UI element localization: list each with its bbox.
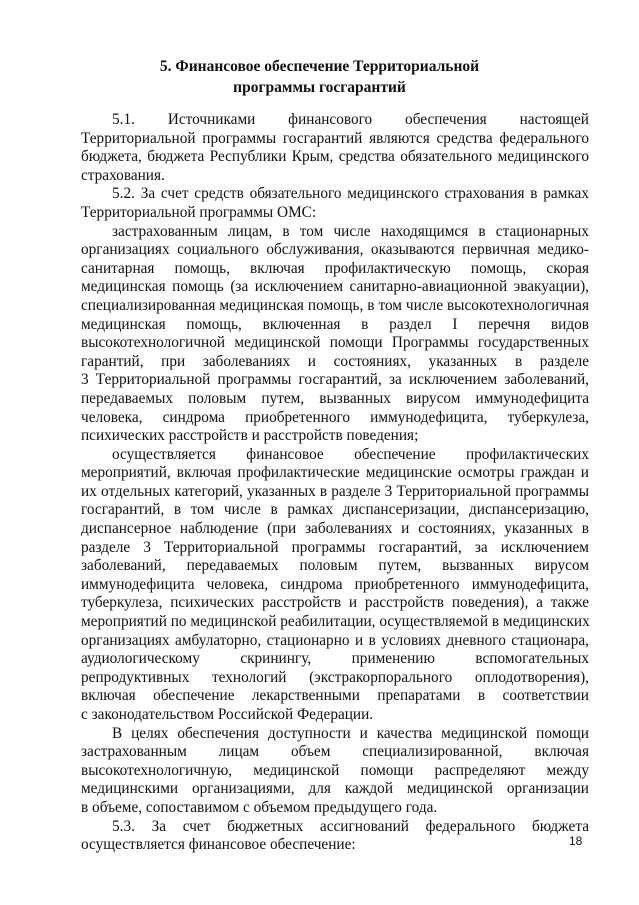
paragraph [81,817,589,855]
paragraph [81,222,589,446]
section-heading [0,56,639,98]
paragraph-line: высокотехнологичную, медицинской помощи распределяют между [81,761,589,779]
paragraph-line: страхования. [81,166,165,184]
paragraph [81,724,589,818]
paragraph-line: аудиологическому скринингу, применению вспомогательных [81,650,589,668]
paragraph-line: 5.2. За счет средств обязательного медицинского страхования в рамках [112,185,589,203]
paragraph-line: медицинская помощь, включенная в раздел I перечня видов [81,315,589,333]
paragraph-line: их отдельных категорий, указанных в разделе 3 Территориальной программы [81,482,589,500]
paragraph-line: организациях амбулаторно, стационарно и в условиях дневного стационара, [81,631,589,649]
paragraph-line: диспансерное наблюдение (при заболеваниях и состояниях, указанных в [81,520,589,538]
paragraph-line: иммунодефицита человека, синдрома приобретенного иммунодефицита, [81,575,589,593]
paragraph-line: Территориальной программы госгарантий являются средства федерального [81,129,589,147]
paragraph-line: передаваемых половым путем, вызванных вирусом иммунодефицита [81,389,589,407]
paragraph-line: заболеваний, передаваемых половым путем, вызванных вирусом [81,557,589,575]
paragraph-line: В целях обеспечения доступности и качества медицинской помощи [112,724,589,742]
paragraph-line: специализированная медицинская помощь, в том числе высокотехнологичная [81,296,589,314]
paragraph-line: осуществляется финансовое обеспечение: [81,836,356,854]
paragraph-line: госгарантий, в том числе в рамках диспансеризации, диспансеризацию, [81,501,589,519]
paragraph-line: туберкулеза, психических расстройств и расстройств поведения), а также [81,594,589,612]
paragraph-line: мероприятий, включая профилактические медицинские осмотры граждан и [81,464,589,482]
paragraph-line: разделе 3 Территориальной программы госгарантий, за исключением [81,538,589,556]
paragraph-line: психических расстройств и расстройств поведения; [81,427,419,445]
paragraph-line: застрахованным лицам, в том числе находящимся в стационарных [112,222,589,240]
paragraph-line: бюджета, бюджета Республики Крым, средства обязательного медицинского [81,148,589,166]
paragraph-line: в объеме, сопоставимом с объемом предыдущего года. [81,798,438,816]
paragraph-line: мероприятий по медицинской реабилитации, осуществляемой в медицинских [81,613,590,631]
paragraph-line: 3 Территориальной программы госгарантий, за исключением заболеваний, [81,371,589,389]
paragraph-line: 5.1. Источниками финансового обеспечения настоящей [112,111,589,128]
paragraph-line: организациях социального обслуживания, оказываются первичная медико- [81,241,589,259]
paragraph-line: Территориальной программы ОМС: [81,203,317,221]
paragraph-line: включая обеспечение лекарственными препаратами в соответствии [81,687,589,705]
paragraph-line: медицинскими организациями, для каждой медицинской организации [81,780,589,798]
section-heading-line-1: 5. Финансовое обеспечение Территориальной [159,58,480,75]
paragraph [81,445,590,725]
paragraph-line: 5.3. За счет бюджетных ассигнований федерального бюджета [112,817,589,835]
paragraph-line: санитарная помощь, включая профилактическую помощь, скорая [81,259,589,277]
page-number: 18 [569,834,583,848]
paragraph-line: человека, синдрома приобретенного иммунодефицита, туберкулеза, [81,408,589,426]
section-heading-line-2: программы госгарантий [233,79,406,96]
paragraph-line: застрахованным лицам объем специализированной, включая [81,743,589,761]
paragraph [81,185,589,222]
paragraph [81,111,589,185]
section-body [81,111,590,855]
paragraph-line: осуществляется финансовое обеспечение профилактических [112,445,589,463]
paragraph-line: медицинская помощь (за исключением санитарно-авиационной эвакуации), [81,278,589,296]
paragraph-line: репродуктивных технологий (экстракорпорального оплодотворения), [81,668,589,686]
paragraph-line: высокотехнологичной медицинской помощи Программы государственных [81,334,589,352]
paragraph-line: гарантий, при заболеваниях и состояниях, указанных в разделе [81,352,589,370]
paragraph-line: с законодательством Российской Федерации. [81,706,374,723]
